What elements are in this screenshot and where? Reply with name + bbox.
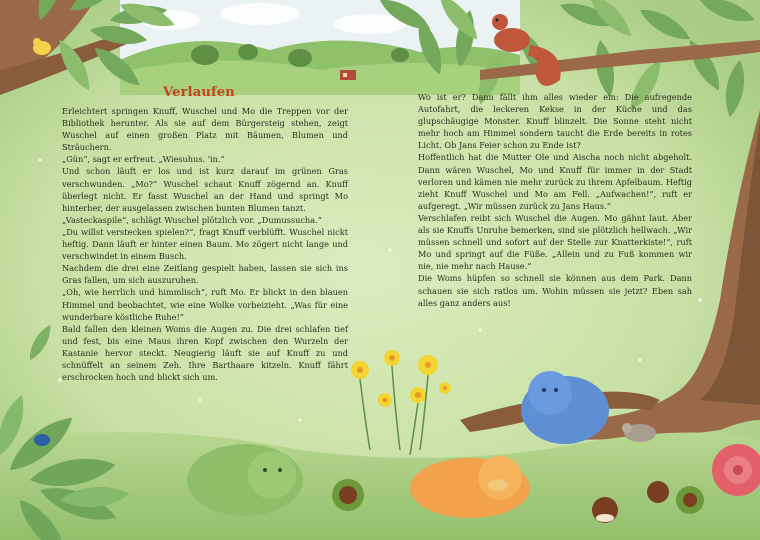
paragraph: Verschlafen reibt sich Wuschel die Augen. Mo gähnt laut. Aber als sie Knuffs Unruhe bemerken, sind sie plötzlich hellwach. „Wir müssen schnell und sofort auf der Stelle zur Knatterkiste!“, ruft Mo und springt auf die Füße. „Allein und zu Fuß kommen wir nie, nie mehr nach Hause.“	[418, 212, 692, 272]
paragraph: „Gün“, sagt er erfreut. „Wiesuhus. 'in.“	[62, 154, 225, 165]
page-title: Verlaufen	[163, 85, 235, 100]
paragraph: Die Woms hüpfen so schnell sie können aus dem Park. Dann schauen sie sich ratlos um. Wohin müssen sie jetzt? Eben sah alles ganz anders aus!	[418, 273, 692, 308]
paragraph: Bald fallen den kleinen Woms die Augen zu. Die drei schlafen tief und fest, bis eine Maus ihren Kopf zwischen den Wurzeln der Kastanie hervor steckt. Neugierig läuft sie auf Knuff zu und schnüffelt an seinem Zeh. Ihre Barthaare kitzeln. Knuff fährt erschrocken hoch und blickt sich um.	[62, 323, 348, 383]
paragraph: „Oh, wie herrlich und himmlisch“, ruft Mo. Er blickt in den blauen Himmel und beobachtet, wie eine Wolke vorbeizieht. „Was für eine wunderbare köstliche Ruhe!“	[62, 287, 348, 322]
paragraph: Nachdem die drei eine Zeitlang gespielt haben, lassen sie sich ins Gras fallen, um sich auszuruhen.	[62, 263, 348, 286]
paragraph: „Vasteckaspile“, schlägt Wuschel plötzlich vor. „Dumussucha.“	[62, 214, 322, 225]
paragraph: „Du willst verstecken spielen?“, fragt Knuff verblüfft. Wuschel nickt heftig. Dann läuft er hinter einen Baum. Mo zögert nicht lange und verschwindet in einem Busch.	[62, 226, 348, 262]
text-column-left	[62, 105, 348, 383]
paragraph: Erleichtert springen Knuff, Wuschel und Mo die Treppen vor der Bibliothek herunter. Als sie auf dem Bürgersteig stehen, zeigt Wuschel auf einen großen Platz mit Bäumen, Blumen und Sträuchern.	[62, 106, 348, 153]
paragraph: Und schon läuft er los und ist kurz darauf im grünen Gras verschwunden. „Mo?“ Wuschel schaut Knuff zögernd an. Knuff überlegt nicht. Er fasst Wuschel an der Hand und springt Mo hinterher, der ausgelassen zwischen bunten Blumen tanzt.	[62, 166, 348, 213]
green-creature	[187, 444, 303, 516]
paragraph: Hoffentlich hat die Mutter Ole und Aischa noch nicht abgeholt. Dann wären Wuschel, Mo und Knuff für immer in der Stadt verloren und kämen nie mehr zurück zu ihrem Apfelbaum. Heftig zieht Knuff Wuschel und Mo am Fell. „Aufwachen!“, ruft er aufgeregt. „Wir müssen zurück zu Jans Haus.“	[418, 152, 692, 211]
paragraph: Wo ist er? Dann fällt ihm alles wieder ein: Die aufregende Autofahrt, die leckeren Kekse in der Küche und das glupschäugige Monster. Knuff blinzelt. Die Sonne steht nicht mehr hoch am Himmel sondern taucht die Erde bereits in rotes Licht. Ob Jans Feier schon zu Ende ist?	[418, 92, 692, 151]
text-column-right	[418, 91, 692, 309]
